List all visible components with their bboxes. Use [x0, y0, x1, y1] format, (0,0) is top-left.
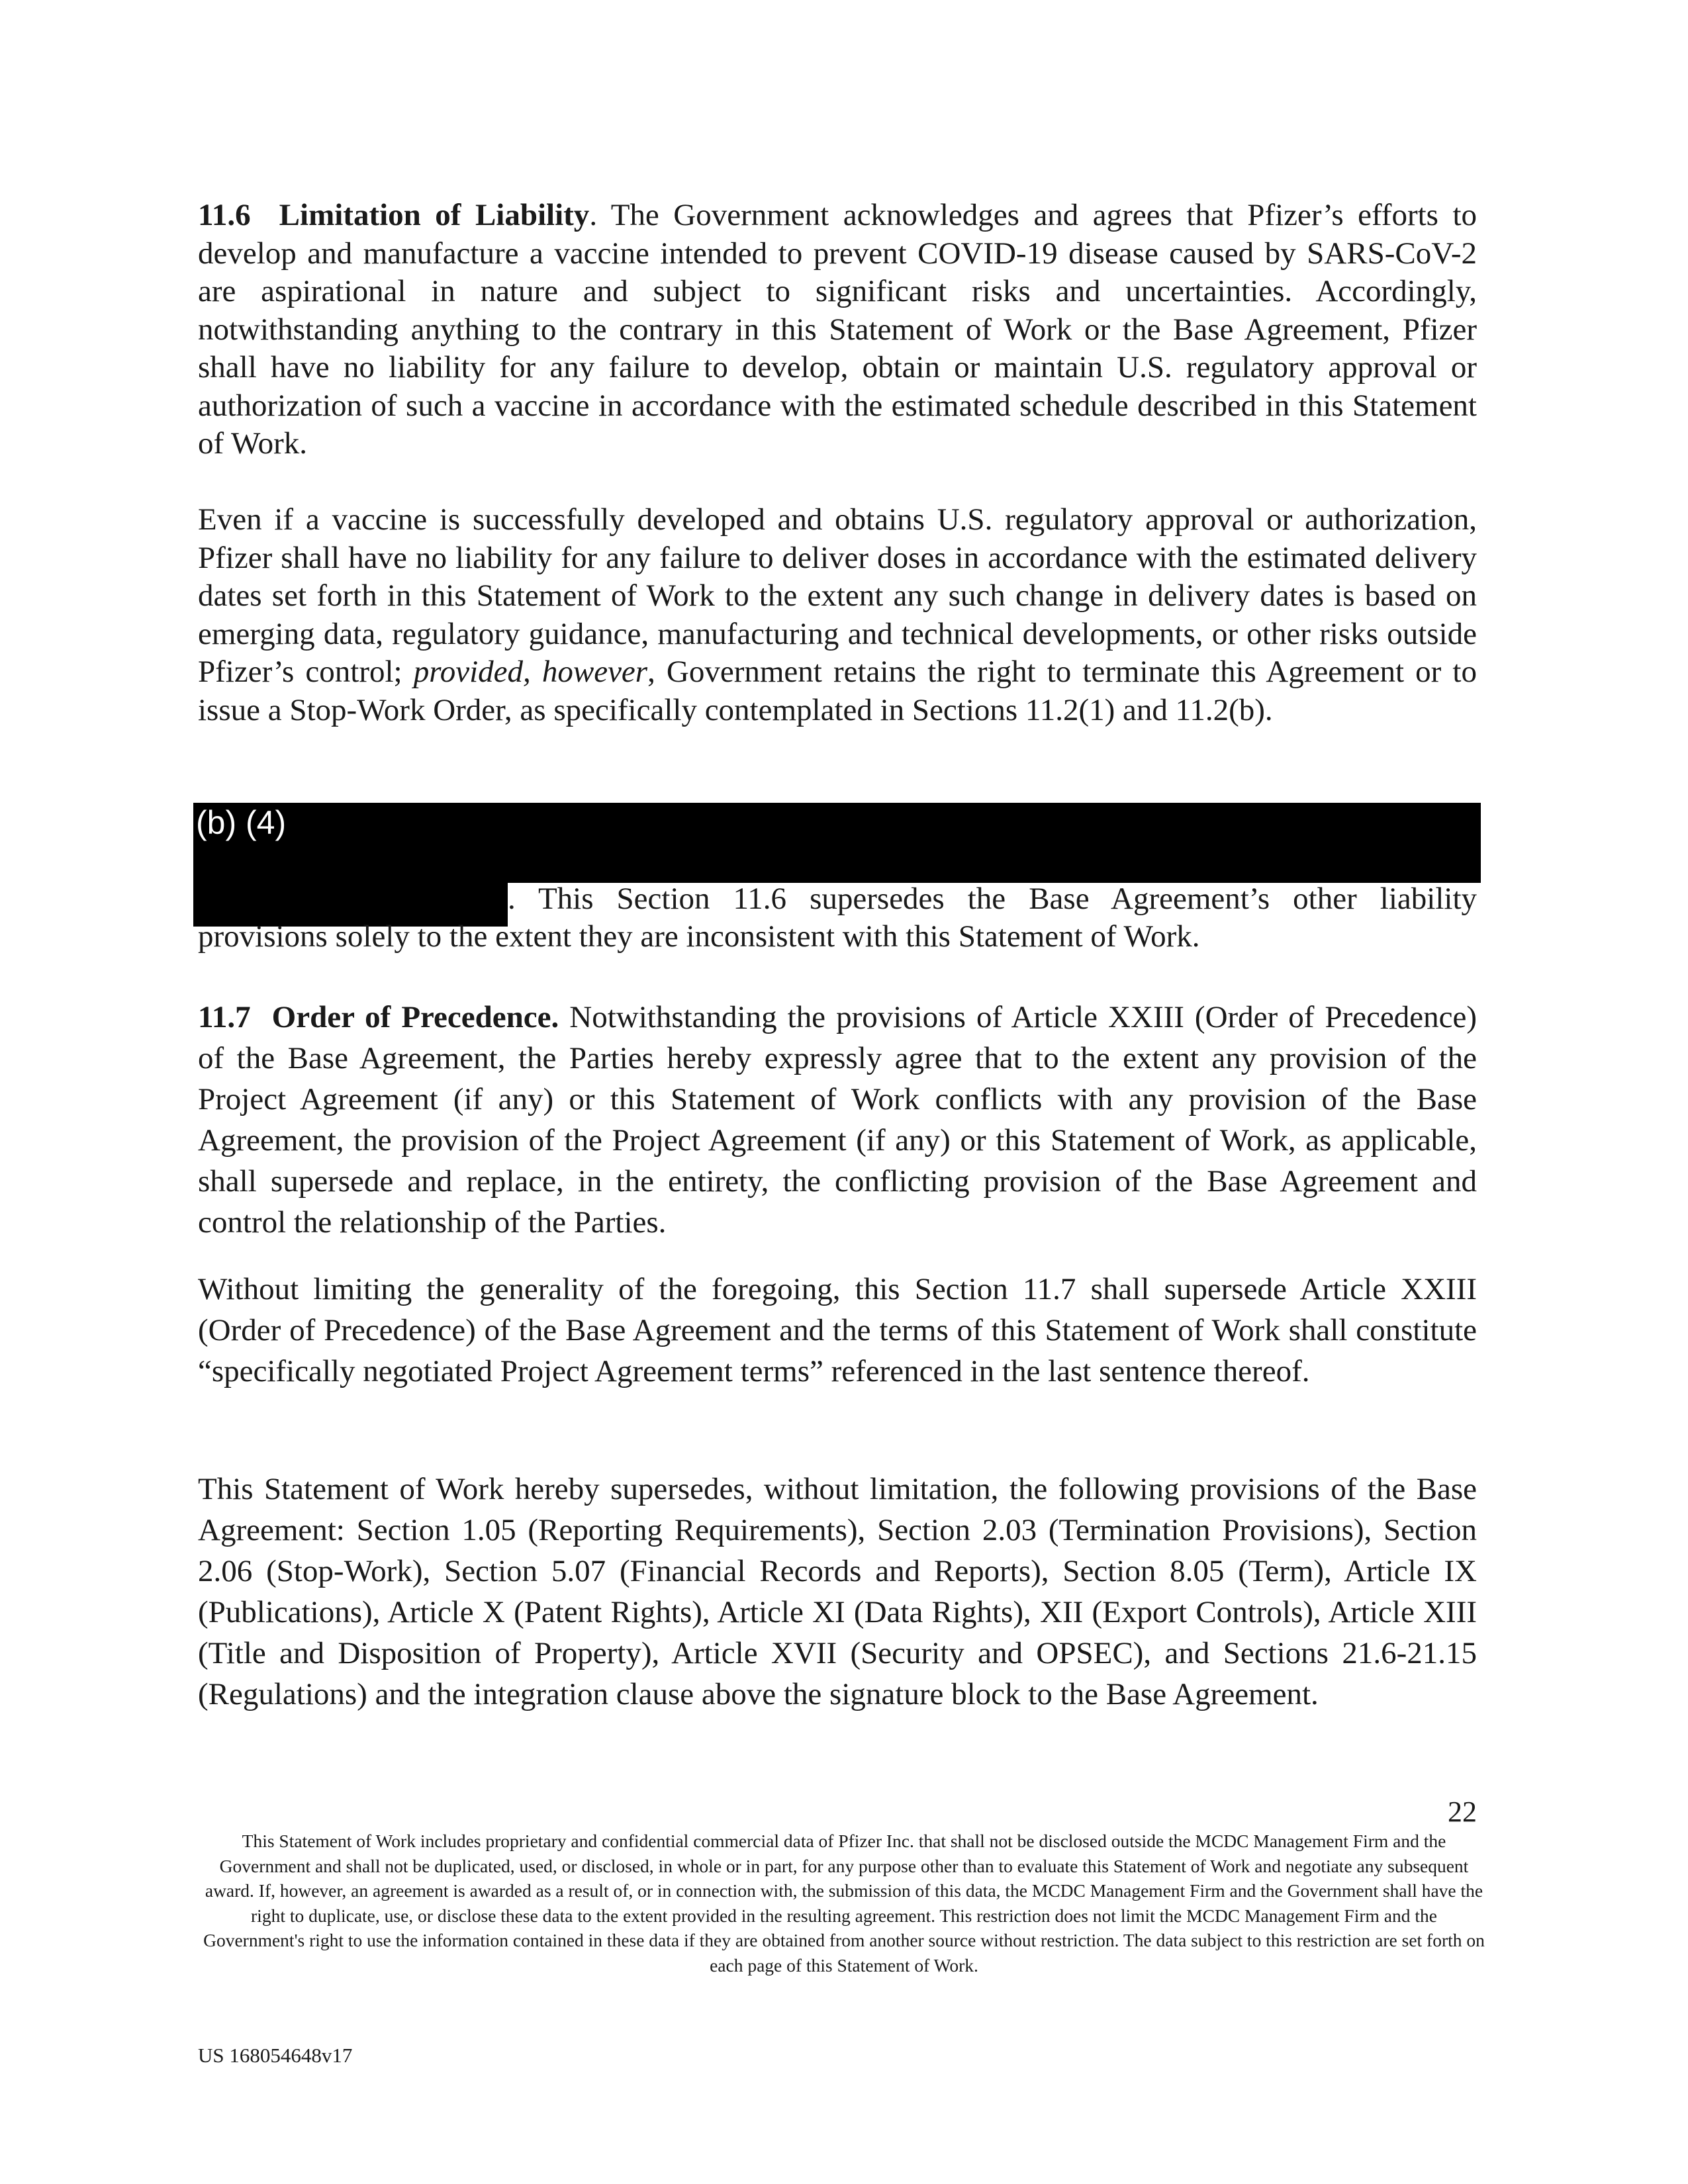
section-11-6-paragraph-2: [198, 501, 1477, 729]
section-11-7-paragraph-3: This Statement of Work hereby supersedes, without limitation, the following provisions of the Base Agreement: Section 1.05 (Reporting Requirements), Section 2.03 (Termination Provisions), Section 2.06 (Stop-Work), Section 5.07 (Financial Records and Reports), Section 8.05 (Term), Article IX (Publications), Article X (Patent Rights), Article XI (Data Rights), XII (Export Controls), Article XIII (Title and Disposition of Property), Article XVII (Security and OPSEC), and Sections 21.6-21.15 (Regulations) and the integration clause above the signature block to the Base Agreement.: [198, 1472, 1477, 1711]
section-11-6-paragraph-1: [198, 197, 1477, 463]
section-11-6-paragraph-1-text: . The Government acknowledges and agrees that Pfizer’s efforts to develop and manufacture a vaccine intended to prevent COVID-19 disease caused by SARS-CoV-2 are aspirational in nature and subject to significant risks and uncertainties. Accordingly, notwithstanding anything to the contrary in this Statement of Work or the Base Agreement, Pfizer shall have no liability for any failure to develop, obtain or maintain U.S. regulatory approval or authorization of such a vaccine in accordance with the estimated schedule described in this Statement of Work.: [198, 198, 1477, 461]
section-11-6-proviso: provided, however: [413, 655, 648, 689]
section-11-6-paragraph-3-line-1: . This Section 11.6 supersedes the Base Agreement’s other liability: [508, 882, 1477, 916]
confidentiality-notice: This Statement of Work includes proprietary and confidential commercial data of Pfizer Inc. that shall not be disclosed outside the MCDC Management Firm and the Government and shall not be duplicated, used, or disclosed, in whole or in part, for any purpose other than to evaluate this Statement of Work and negotiate any subsequent award. If, however, an agreement is awarded as a result of, or in connection with, the submission of this data, the MCDC Management Firm and the Government shall have the right to duplicate, use, or disclose these data to the extent provided in the resulting agreement. This restriction does not limit the MCDC Management Firm and the Government's right to use the information contained in these data if they are obtained from another source without restriction. The data subject to this restriction are set forth on each page of this Statement of Work.: [203, 1831, 1485, 1976]
section-11-6-paragraph-3-line-2: provisions solely to the extent they are inconsistent with this Statement of Work.: [198, 919, 1200, 954]
section-11-7-title: Order of Precedence.: [271, 1000, 559, 1034]
section-11-7-paragraph-1-text: Notwithstanding the provisions of Article XXIII (Order of Precedence) of the Base Agreement, the Parties hereby expressly agree that to the extent any provision of the Project Agreement (if any) or this Statement of Work conflicts with any provision of the Base Agreement, the provision of the Project Agreement (if any) or this Statement of Work, as applicable, shall supersede and replace, in the entirety, the conflicting provision of the Base Agreement and control the relationship of the Parties.: [198, 1000, 1477, 1240]
redaction-exemption-code: (b) (4): [196, 804, 287, 841]
section-11-6-number: 11.6: [198, 198, 251, 232]
page-number: 22: [1448, 1796, 1477, 1828]
section-11-7-paragraph-2: Without limiting the generality of the foregoing, this Section 11.7 shall supersede Article XXIII (Order of Precedence) of the Base Agreement and the terms of this Statement of Work shall constitute “specifically negotiated Project Agreement terms” referenced in the last sentence thereof.: [198, 1272, 1477, 1388]
section-11-6-paragraph-2-text-b: , Government retains the right to terminate this Agreement or to issue a Stop-Work Order, as specifically contemplated in Sections 11.2(1) and 11.2(b).: [198, 655, 1477, 727]
section-11-6-title: Limitation of Liability: [279, 198, 590, 232]
document-id: US 168054648v17: [198, 2044, 353, 2067]
redaction-block: [193, 803, 1481, 883]
section-11-7-paragraph-1: [198, 997, 1477, 1243]
section-11-6-paragraph-2-text-a: Even if a vaccine is successfully developed and obtains U.S. regulatory approval or authorization, Pfizer shall have no liability for any failure to deliver doses in accordance with the estimated delivery dates set forth in this Statement of Work to the extent any such change in delivery dates is based on emerging data, regulatory guidance, manufacturing and technical developments, or other risks outside Pfizer’s control;: [198, 502, 1477, 689]
section-11-7-number: 11.7: [198, 1000, 251, 1034]
